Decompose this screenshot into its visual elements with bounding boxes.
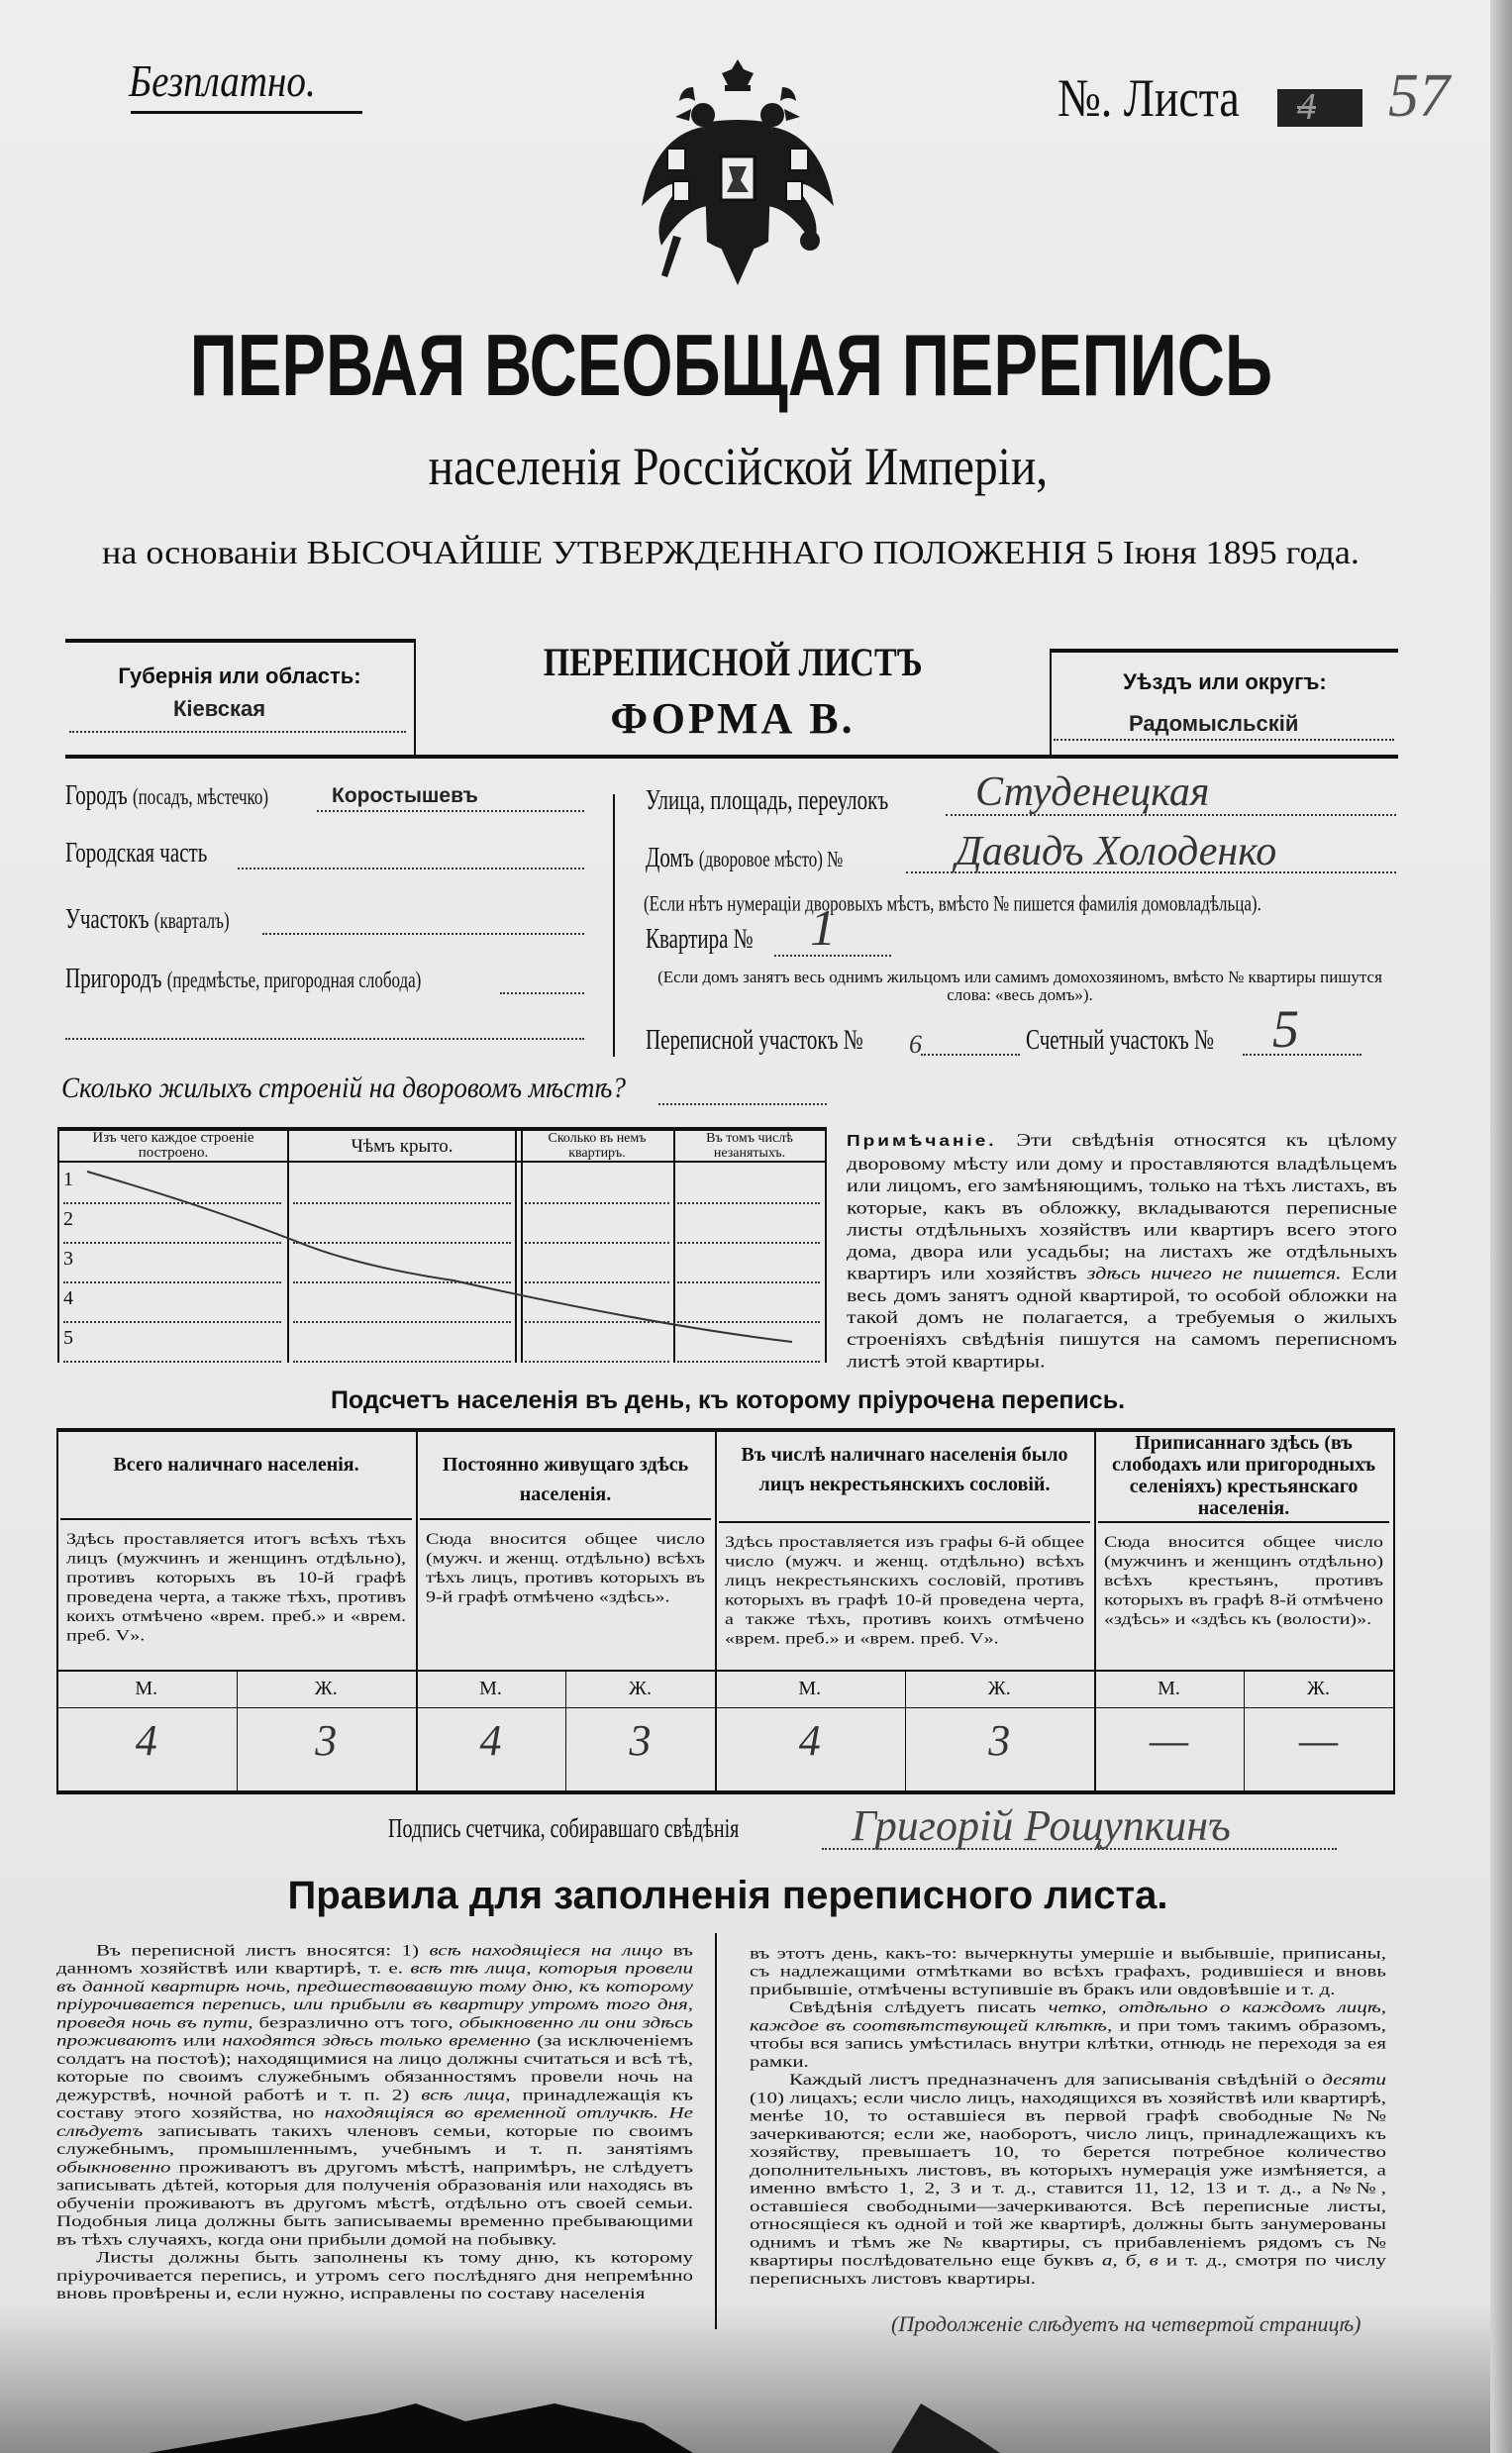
legal-basis: на основаніи ВЫСОЧАЙШЕ УТВЕРЖДЕННАГО ПОЛОЖЕНІЯ 5 Іюня 1895 года. (101, 535, 1360, 571)
torn-paper-edge (0, 2374, 1512, 2453)
population-col-heading: Въ числѣ наличнаго населенія было лицъ некрестьянскихъ сословій. (741, 1444, 1068, 1495)
text-run: Въ переписной листъ вносятся: 1) (96, 1941, 430, 1960)
rules-paragraph (56, 2248, 693, 2302)
buildings-row-number: 1 (63, 1169, 73, 1190)
emphasized-text: обыкновенно (56, 2157, 171, 2177)
emphasized-text: здѣсь ничего не пишется. (1086, 1263, 1342, 1283)
house-value: Давидъ Холоденко (956, 829, 1277, 874)
census-district-dotted-line (921, 1054, 1020, 1056)
census-district-label: Переписной участокъ № (646, 1023, 863, 1056)
title-wrap (0, 315, 1462, 416)
divider (56, 1428, 58, 1794)
precinct-hint: (кварталъ) (153, 907, 230, 934)
free-label: Безплатно. (129, 55, 316, 106)
house-note: (Если нѣтъ нумераціи дворовыхъ мѣстъ, вмѣсто № пишется фамилія домовладѣльца). (644, 891, 1261, 916)
rules-left-column (56, 1941, 693, 2302)
male-count: 4 (479, 1716, 502, 1765)
apartment-value: 1 (810, 900, 836, 957)
suburb-hint: (предмѣстье, пригородная слобода) (166, 967, 422, 993)
population-table (56, 1428, 1393, 1796)
male-label: М. (1158, 1678, 1180, 1699)
district-dotted-line (1054, 739, 1394, 741)
suburb-label: Пригородъ (65, 962, 162, 994)
column-divider (715, 1933, 717, 2329)
male-count: 4 (135, 1716, 157, 1765)
city-part-dotted-line (238, 868, 584, 869)
count-district-dotted-line (1243, 1054, 1361, 1056)
city-field (65, 778, 268, 812)
buildings-row-number: 2 (63, 1208, 73, 1230)
suburb-field (65, 962, 421, 995)
divider (1050, 649, 1052, 758)
precinct-field (65, 902, 230, 936)
city-label: Городъ (65, 778, 128, 811)
emphasized-text: всѣ лица, (421, 2085, 511, 2104)
emphasized-text: а, б, в (1101, 2251, 1159, 2270)
divider (905, 1672, 906, 1792)
population-col-heading: Всего наличнаго населенія. (113, 1454, 359, 1476)
divider (416, 1428, 418, 1794)
apartment-label: Квартира № (646, 922, 754, 955)
enumerator-signature: Григорій Рощупкинъ (852, 1801, 1231, 1850)
divider (1393, 1428, 1395, 1794)
city-hint: (посадъ, мѣстечко) (132, 783, 269, 810)
precinct-label: Участокъ (65, 902, 150, 935)
divider (65, 639, 416, 643)
count-district-label: Счетный участокъ № (1026, 1023, 1215, 1056)
emphasized-text: четко, отдѣльно о каждомъ лицѣ, каждое въ соотвѣтствующей клѣткѣ, (750, 1997, 1386, 2035)
house-label: Домъ (646, 841, 694, 873)
buildings-row-number: 3 (63, 1248, 73, 1270)
divider (237, 1672, 238, 1792)
divider (420, 1518, 711, 1520)
buildings-question: Сколько жилыхъ строеній на дворовомъ мѣстѣ? (61, 1072, 626, 1104)
buildings-col-material: Изъ чего каждое строеніе построено. (92, 1130, 254, 1161)
text-run: записывать такихъ членовъ семьи, которые по своимъ служебнымъ, промышленнымъ, учебнымъ и т. п. занятіямъ (56, 2121, 693, 2158)
male-label: М. (798, 1678, 822, 1699)
page-subtitle: населенія Россійской Имперіи, (428, 437, 1048, 496)
province-dotted-line (69, 731, 406, 733)
double-headed-eagle-emblem (634, 57, 842, 290)
female-count: 3 (315, 1716, 338, 1765)
scan-edge (1490, 0, 1512, 2453)
text-run: безразлично отъ того, (252, 2012, 459, 2032)
female-label: Ж. (1307, 1678, 1330, 1699)
text-run: (10) лицахъ; если число лицъ, находящихся въ хозяйствѣ или квартирѣ, менѣе 10, то оставшіеся въ первой графѣ свободные №№ зачеркиваются; если же, наоборотъ, число лицъ, принадлежащихъ къ хозяйству, превышаетъ 10, то берется потребное количество дополнительныхъ листовъ, въ которыхъ нумерація уже измѣняется, а именно вмѣсто 1, 2, 3 и т. д., ставится 11, 12, 13 и т. д., а №№, оставшіеся свободными—зачеркиваются. Всѣ переписные листы, относящіеся къ одной и той же квартирѣ, должны быть занумерованы однимъ и тѣмъ же № квартиры, съ прибавленіемъ рядомъ съ № квартиры послѣдовательно еще буквъ (750, 2088, 1386, 2270)
text-run: проживаютъ въ другомъ мѣстѣ, напримѣръ, не слѣдуетъ записывать дѣтей, которыя для полученія образованія или находясь въ обученіи проживаютъ въ другомъ мѣстѣ, отдѣльно отъ своей семьи. Подобныя лица должны быть записываемы временно пребывающими въ тѣхъ случаяхъ, когда они прибыли домой на побывку. (56, 2157, 693, 2249)
precinct-dotted-line (262, 933, 584, 935)
divider (56, 1670, 1393, 1672)
buildings-col-apartments: Сколько въ немъ квартиръ. (548, 1131, 647, 1161)
apartment-note: (Если домъ занятъ весь однимъ жильцомъ или самимъ домохозяиномъ, вмѣсто № квартиры пишутся слова: «весь домъ»). (657, 968, 1382, 1004)
population-col-description: Здѣсь проставляется изъ графы 6-й общее число (мужч. и женщ. отдѣльно) всѣхъ лицъ некрестьянскихъ сословій, противъ которыхъ въ графѣ 10-й проведена черта, а также тѣхъ, противъ коихъ отмѣчено «врем. преб.» и «врем. преб. V». (725, 1533, 1084, 1648)
text-run: Эти свѣдѣнія относятся къ цѣлому дворовому мѣсту или дому и проставляются владѣльцемъ или лицомъ, его замѣняющимъ, только на тѣхъ листахъ, въ которые, какъ въ обложку, вкладываются переписные листы отдѣльныхъ хозяйствъ или квартиръ всего этого дома, двора или усадьбы; на листахъ же отдѣльныхъ квартиръ или хозяйствъ (847, 1129, 1397, 1283)
divider (1098, 1521, 1389, 1523)
emphasized-text: всѣ находящіеся на лицо (429, 1941, 663, 1960)
population-col-description: Здѣсь проставляется итогъ всѣхъ тѣхъ лицъ (мужчинъ и женщинъ отдѣльно), противъ которыхъ въ 10-й графѣ проведена черта, а также тѣхъ, противъ коихъ отмѣчено «врем. преб.» и «врем. преб. V». (66, 1530, 406, 1645)
buildings-col-vacant: Въ томъ числѣ незанятыхъ. (706, 1131, 793, 1161)
female-label: Ж. (987, 1678, 1011, 1699)
house-hint: (дворовое мѣсто) № (698, 846, 844, 872)
divider (565, 1672, 566, 1792)
province-value: Кіевская (173, 696, 266, 721)
house-field (646, 841, 843, 874)
emphasized-text: обыкновенно ли они здѣсь проживаютъ (56, 2012, 693, 2050)
note-title: Примѣчаніе. (847, 1133, 997, 1151)
text-run: (за исключеніемъ солдатъ на постоѣ); находящимися на лицо должны считаться и всѣ тѣ, которые по своимъ служебнымъ обязанностямъ провели ночь на дежурствѣ, ночной работѣ и т. п. 2) (56, 2031, 693, 2104)
female-count: 3 (629, 1716, 652, 1765)
population-col-description: Сюда вносится общее число (мужч. и женщ. отдѣльно) всѣхъ тѣхъ лицъ, противъ которыхъ въ 9-й графѣ отмѣчено «здѣсь». (426, 1530, 705, 1606)
population-col-heading: Приписаннаго здѣсь (въ слободахъ или пригородныхъ селеніяхъ) крестьянскаго населенія. (1112, 1432, 1375, 1519)
text-run: и при томъ такимъ образомъ, чтобы вся запись умѣстилась внутри клѣтки, отнюдь не переходя за ея рамки. (750, 2015, 1386, 2071)
page-title: ПЕРВАЯ ВСЕОБЩАЯ ПЕРЕПИСЬ (189, 316, 1273, 414)
text-run: Если весь домъ занятъ одной квартирой, то особой обложки на такой домъ не полагается, а требуемыя о жилыхъ строеніяхъ свѣдѣнія пишутся на самомъ переписномъ листѣ этой квартиры. (847, 1263, 1397, 1372)
female-count: 3 (988, 1716, 1011, 1765)
divider (1094, 1428, 1096, 1794)
female-count: — (1298, 1716, 1339, 1765)
buildings-col-roof: Чѣмъ крыто. (351, 1136, 454, 1157)
buildings-answer-line (658, 1103, 827, 1105)
male-count: 4 (798, 1716, 821, 1765)
free-label-underline (131, 111, 362, 114)
suburb-dotted-line-2 (65, 1038, 584, 1040)
divider (1244, 1672, 1245, 1792)
archive-number: 57 (1388, 62, 1450, 130)
divider (719, 1521, 1090, 1523)
emphasized-text: находящіяся во временной отлучкѣ. Не слѣдуетъ (56, 2103, 693, 2140)
rules-title: Правила для заполненія переписного листа. (287, 1874, 1168, 1917)
rules-paragraph (750, 1944, 1386, 1998)
population-col-heading: Постоянно живущаго здѣсь населенія. (442, 1454, 689, 1505)
emphasized-text: находятся здѣсь только временно (222, 2031, 531, 2050)
rules-right-column (750, 1944, 1386, 2288)
male-count: — (1149, 1716, 1189, 1765)
divider (1050, 649, 1398, 653)
emphasized-text: десяти (1322, 2070, 1386, 2089)
buildings-table (57, 1127, 827, 1363)
female-label: Ж. (629, 1678, 652, 1699)
population-title: Подсчетъ населенія въ день, къ которому пріурочена перепись. (330, 1386, 1126, 1414)
strike-through-line (57, 1127, 827, 1363)
suburb-dotted-line (500, 992, 584, 994)
population-col-description: Сюда вносится общее число (мужчинъ и женщинъ отдѣльно) всѣхъ крестьянъ, противъ которыхъ въ графѣ 8-й отмѣчено «здѣсь» и «здѣсь къ (волости)». (1104, 1533, 1383, 1628)
sheet-number-value: 4 (1297, 86, 1316, 128)
signature-label: Подпись счетчика, собиравшаго свѣдѣнія (388, 1813, 740, 1844)
rules-paragraph (750, 1998, 1386, 2071)
text-run: и т. д., смотря по числу переписныхъ листовъ квартиры. (750, 2251, 1386, 2288)
divider (60, 1518, 412, 1520)
subtitle-wrap (0, 436, 1475, 497)
city-part-label: Городская часть (65, 836, 208, 869)
continuation-note: (Продолженіе слѣдуетъ на четвертой страницѣ) (891, 2311, 1361, 2336)
male-label: М. (135, 1678, 158, 1699)
text-run: принадлежащія къ составу этого хозяйства, но (56, 2085, 693, 2122)
count-district-value: 5 (1272, 999, 1299, 1059)
rules-paragraph (56, 1941, 693, 2248)
male-label: М. (479, 1678, 502, 1699)
census-district-value: 6 (909, 1030, 922, 1059)
divider (65, 755, 1398, 759)
divider (56, 1707, 1393, 1708)
street-value: Студенецкая (975, 769, 1210, 815)
province-label: Губернія или область: (118, 664, 361, 688)
basis-wrap (0, 535, 1461, 572)
rules-paragraph (750, 2071, 1386, 2288)
buildings-row-number: 5 (63, 1327, 73, 1349)
sheet-number-label: №. Листа (1058, 68, 1240, 128)
district-value: Радомысльскій (1129, 711, 1299, 736)
street-label: Улица, площадь, переулокъ (646, 783, 889, 816)
city-dotted-line (317, 810, 584, 812)
divider (613, 794, 615, 1057)
text-run: Каждый листъ предназначенъ для записыванія свѣдѣній о (789, 2070, 1323, 2089)
text-run: Свѣдѣнія слѣдуетъ писать (789, 1997, 1049, 2016)
sheet-title-wrap (416, 639, 1050, 685)
text-run: въ данномъ хозяйствѣ или квартирѣ, т. е. (56, 1941, 693, 1978)
female-label: Ж. (314, 1678, 338, 1699)
form-name: ФОРМА В. (610, 694, 856, 743)
text-run: въ этотъ день, какъ-то: вычеркнуты умершіе и выбывшіе, приписаны, съ надлежащими отмѣтками во всѣхъ графахъ, родившіеся и вновь прибывшіе, отмѣчены вступившіе въ бракъ или овдовѣвшіе и т. д. (750, 1944, 1386, 1998)
divider (56, 1790, 1393, 1794)
text-run: Листы должны быть заполнены къ тому дню, къ которому пріурочивается перепись, и утромъ сего послѣдняго дня непремѣнно вновь провѣрены и, если нужно, исправлены по составу населенія (56, 2248, 693, 2302)
divider (715, 1428, 717, 1794)
note-text (847, 1129, 1397, 1372)
city-value: Коростышевъ (332, 784, 478, 807)
emphasized-text: всѣ тѣ лица, которыя провели въ данной квартирѣ ночь, предшествовавшую тому дню, къ которому пріурочивается перепись, или прибыли въ квартиру утромъ того дня, проведя ночь въ пути, (56, 1959, 693, 2032)
district-label: Уѣздъ или округъ: (1123, 669, 1327, 694)
sheet-number-box (1277, 86, 1362, 128)
sheet-title: ПЕРЕПИСНОЙ ЛИСТЪ (543, 640, 923, 684)
buildings-row-number: 4 (63, 1287, 73, 1309)
text-run: или (176, 2031, 223, 2050)
